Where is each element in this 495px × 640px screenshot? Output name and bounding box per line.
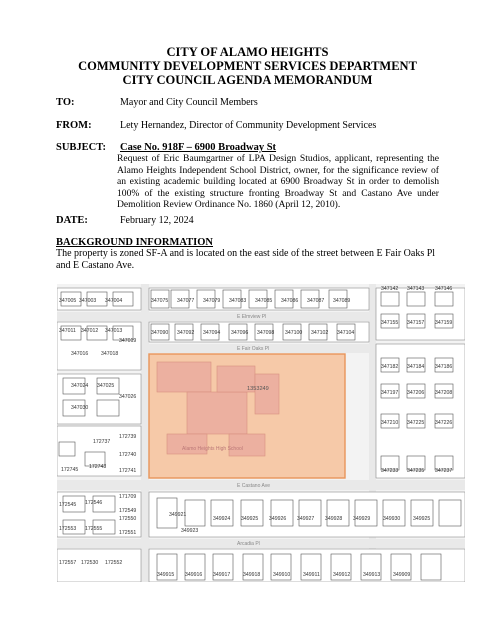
parcel-number-label: 347233: [381, 468, 399, 474]
street-label-elmview: E Elmview Pl: [237, 314, 267, 320]
parcel-number-label: 172552: [105, 560, 123, 566]
parcel-number-label: 347197: [381, 390, 399, 396]
site-map: [57, 284, 465, 582]
parcel-number-label: 347075: [151, 298, 169, 304]
header-title-memo: CITY COUNCIL AGENDA MEMORANDUM: [122, 73, 373, 87]
background-text: The property is zoned SF-A and is located on the east side of the street between E Fair Oaks Pl and E Castano Ave.: [56, 248, 436, 271]
parcel-number-label: 349928: [325, 516, 343, 522]
street-label-fair-oaks: E Fair Oaks Pl: [237, 346, 270, 352]
parcel-number-label: 347159: [435, 320, 453, 326]
parcel-number-label: 349925: [241, 516, 259, 522]
from-value: Lety Hernandez, Director of Community Development Services: [120, 120, 377, 131]
parcel-number-label: 349912: [333, 572, 351, 578]
parcel-number-label: 172743: [89, 464, 107, 470]
parcel-number-label: 347089: [333, 298, 351, 304]
subject-body: Request of Eric Baumgartner of LPA Design Studios, applicant, representing the Alamo Heights Independent School District, owner, for the significance review of an existing academic building located at 6900 Broadway St in order to demolish 100% of the existing structure fronting Broadway St and Castano Ave under Demolition Review Ordinance No. 1860 (April 12, 2010).: [117, 153, 439, 210]
parcel-number-label: 347087: [307, 298, 325, 304]
parcel-number-label: 172550: [119, 516, 137, 522]
parcel-number-label: 349916: [185, 572, 203, 578]
parcel-number-label: 349917: [213, 572, 231, 578]
parcel-number-label: 347019: [119, 338, 137, 344]
date-label: DATE:: [56, 215, 88, 226]
parcel-number-label: 347030: [71, 405, 89, 411]
parcel-number-label: 347094: [203, 330, 221, 336]
background-heading: BACKGROUND INFORMATION: [56, 237, 214, 248]
parcel-number-label: 349921: [169, 512, 187, 518]
parcel-number-label: 347005: [59, 298, 77, 304]
parcel-number-label: 347142: [381, 286, 399, 292]
parcel-number-label: 349913: [363, 572, 381, 578]
parcel-number-label: 347083: [229, 298, 247, 304]
parcel-number-label: 172557: [59, 560, 77, 566]
parcel-number-label: 347011: [59, 328, 76, 334]
parcel-number-label: 349925: [413, 516, 431, 522]
subject-case: Case No. 918F – 6900 Broadway St: [120, 142, 277, 153]
parcel-number-label: 347025: [97, 383, 115, 389]
parcel-number-label: 172739: [119, 434, 137, 440]
parcel-number-label: 347104: [337, 330, 355, 336]
subject-label: SUBJECT:: [56, 142, 106, 153]
parcel-number-label: 172530: [81, 560, 99, 566]
parcel-number-label: 349929: [353, 516, 371, 522]
parcel-number-label: 347146: [435, 286, 453, 292]
parcel-number-label: 347210: [381, 420, 399, 426]
parcel-number-label: 347092: [177, 330, 195, 336]
street-label-arcadia: Arcadia Pl: [237, 541, 260, 547]
parcel-number-label: 172745: [61, 467, 79, 473]
parcel-number-label: 347085: [255, 298, 273, 304]
parcel-number-label: 347079: [203, 298, 221, 304]
parcel-number-label: 172740: [119, 452, 137, 458]
school-label: Alamo Heights High School: [182, 446, 243, 452]
parcel-number-label: 349909: [393, 572, 411, 578]
parcel-number-label: 349927: [297, 516, 315, 522]
parcel-number-label: 347096: [231, 330, 249, 336]
parcel-number-label: 347102: [311, 330, 329, 336]
parcel-number-label: 347235: [407, 468, 425, 474]
street-label-castano: E Castano Ave: [237, 483, 270, 489]
header-title-department: COMMUNITY DEVELOPMENT SERVICES DEPARTMENT: [78, 59, 417, 73]
parcel-number-label: 172546: [85, 500, 103, 506]
parcel-number-label: 347225: [407, 420, 425, 426]
to-value: Mayor and City Council Members: [120, 97, 258, 108]
parcel-number-label: 347226: [435, 420, 453, 426]
parcel-number-label: 349910: [273, 572, 291, 578]
parcel-number-label: 349930: [383, 516, 401, 522]
subject-parcel-number: 1353249: [247, 386, 269, 392]
parcel-number-label: 347004: [105, 298, 123, 304]
parcel-number-label: 172553: [59, 526, 77, 532]
parcel-number-label: 347012: [81, 328, 99, 334]
parcel-number-label: 172737: [93, 439, 111, 445]
parcel-number-label: 349918: [243, 572, 261, 578]
parcel-number-label: 172741: [119, 468, 137, 474]
parcel-number-label: 347155: [381, 320, 399, 326]
parcel-number-label: 172551: [119, 530, 137, 536]
parcel-number-label: 347003: [79, 298, 97, 304]
parcel-number-label: 349915: [157, 572, 175, 578]
parcel-number-label: 349923: [181, 528, 199, 534]
parcel-number-label: 347186: [435, 364, 453, 370]
parcel-number-label: 347016: [71, 351, 89, 357]
parcel-number-label: 347208: [435, 390, 453, 396]
parcel-number-label: 347013: [105, 328, 123, 334]
parcel-number-label: 347157: [407, 320, 425, 326]
parcel-number-label: 349911: [303, 572, 320, 578]
parcel-number-label: 347024: [71, 383, 89, 389]
parcel-number-label: 347184: [407, 364, 425, 370]
date-value: February 12, 2024: [120, 215, 194, 226]
parcel-number-label: 172549: [119, 508, 137, 514]
parcel-number-label: 347090: [151, 330, 169, 336]
parcel-number-label: 171709: [119, 494, 137, 500]
from-label: FROM:: [56, 120, 92, 131]
parcel-number-label: 347026: [119, 394, 137, 400]
parcel-number-label: 172555: [85, 526, 103, 532]
parcel-number-label: 172545: [59, 502, 77, 508]
parcel-number-label: 347077: [177, 298, 195, 304]
to-label: TO:: [56, 97, 75, 108]
parcel-number-label: 349926: [269, 516, 287, 522]
parcel-number-label: 347086: [281, 298, 299, 304]
parcel-number-label: 349924: [213, 516, 231, 522]
parcel-number-label: 347182: [381, 364, 399, 370]
parcel-number-label: 347018: [101, 351, 119, 357]
parcel-number-label: 347237: [435, 468, 453, 474]
parcel-number-label: 347098: [257, 330, 275, 336]
parcel-number-label: 347100: [285, 330, 303, 336]
parcel-number-label: 347143: [407, 286, 425, 292]
parcel-number-label: 347206: [407, 390, 425, 396]
header-title-city: CITY OF ALAMO HEIGHTS: [166, 45, 329, 59]
